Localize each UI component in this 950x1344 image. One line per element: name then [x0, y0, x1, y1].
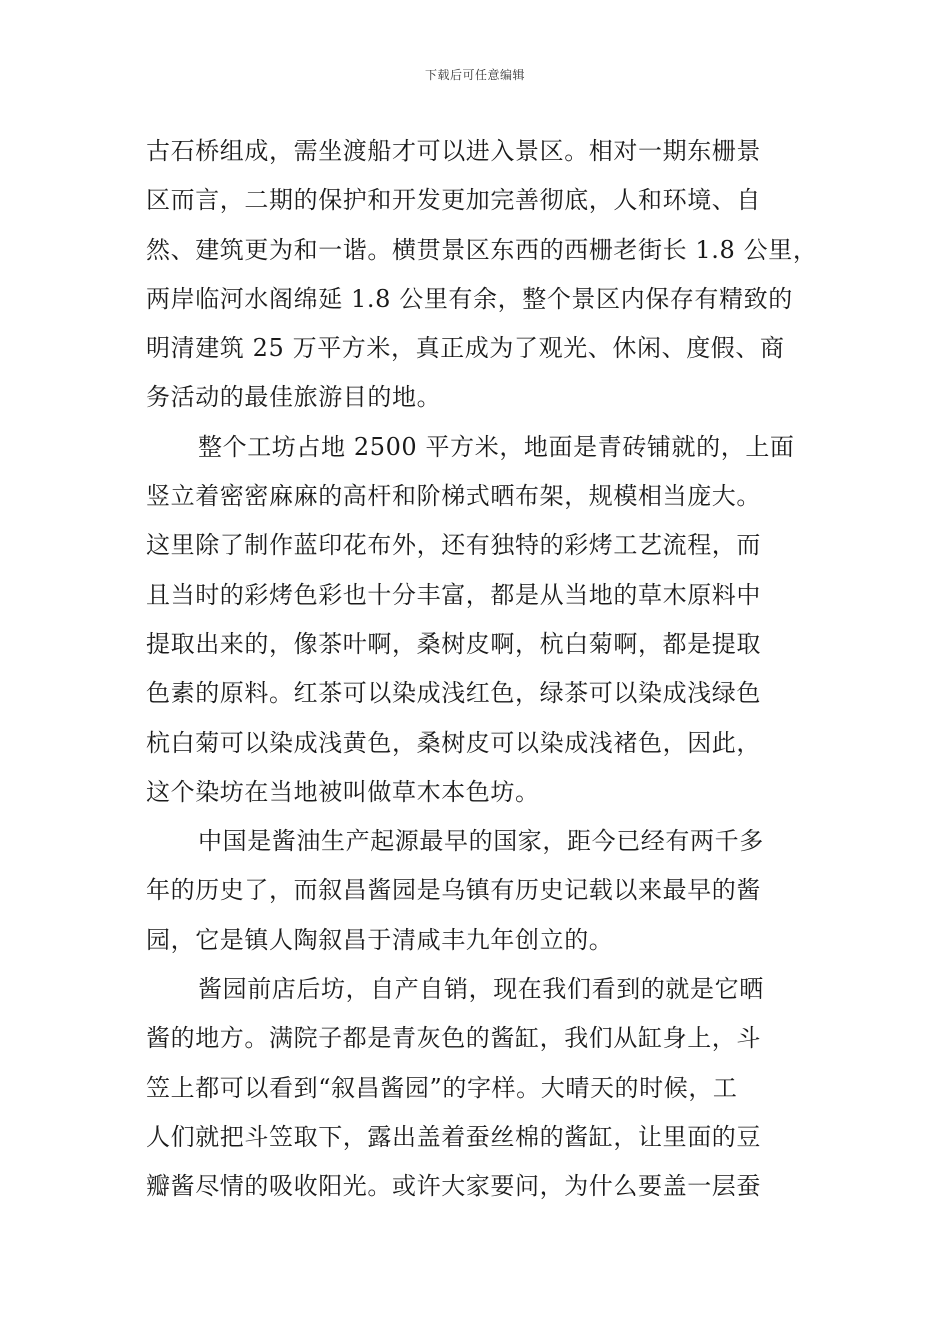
paragraph [146, 817, 826, 965]
text-line: 酱的地方。满院子都是青灰色的酱缸，我们从缸身上，斗 [146, 1024, 761, 1053]
document-body [146, 127, 826, 1212]
text-line: 酱园前店后坊，自产自销，现在我们看到的就是它晒 [198, 975, 764, 1004]
text-line: 年的历史了，而叙昌酱园是乌镇有历史记载以来最早的酱 [146, 876, 761, 905]
text-line: 明清建筑 25 万平方米，真正成为了观光、休闲、度假、商 [146, 334, 785, 363]
text-line: 务活动的最佳旅游目的地。 [146, 383, 442, 412]
text-line: 园，它是镇人陶叙昌于清咸丰九年创立的。 [146, 925, 614, 954]
page-header: 下载后可任意编辑 [424, 68, 525, 82]
text-line: 两岸临河水阁绵延 1.8 公里有余，整个景区内保存有精致的 [146, 284, 793, 313]
text-line: 提取出来的，像茶叶啊，桑树皮啊，杭白菊啊，都是提取 [146, 629, 761, 658]
text-line: 瓣酱尽情的吸收阳光。或许大家要问，为什么要盖一层蚕 [146, 1172, 761, 1201]
text-line: 古石桥组成，需坐渡船才可以进入景区。相对一期东栅景 [146, 137, 761, 165]
text-line: 整个工坊占地 2500 平方米，地面是青砖铺就的，上面 [198, 432, 795, 461]
text-line: 且当时的彩烤色彩也十分丰富，都是从当地的草木原料中 [146, 580, 761, 609]
text-line: 然、建筑更为和一谐。横贯景区东西的西栅老街长 1.8 公里， [146, 235, 818, 264]
text-line: 这里除了制作蓝印花布外，还有独特的彩烤工艺流程，而 [146, 531, 761, 560]
paragraph [146, 127, 826, 423]
text-line: 笠上都可以看到“叙昌酱园”的字样。大晴天的时候，工 [146, 1073, 738, 1102]
text-line: 杭白菊可以染成浅黄色，桑树皮可以染成浅褚色，因此， [146, 728, 761, 757]
text-line: 色素的原料。红茶可以染成浅红色，绿茶可以染成浅绿色 [146, 679, 761, 708]
text-line: 中国是酱油生产起源最早的国家，距今已经有两千多 [198, 827, 764, 856]
paragraph [146, 423, 826, 817]
text-line: 竖立着密密麻麻的高杆和阶梯式晒布架，规模相当庞大。 [146, 482, 761, 511]
text-line: 人们就把斗笠取下，露出盖着蚕丝棉的酱缸，让里面的豆 [146, 1122, 761, 1151]
paragraph [146, 965, 826, 1211]
text-line: 这个染坊在当地被叫做草木本色坊。 [146, 777, 540, 806]
text-line: 区而言，二期的保护和开发更加完善彻底，人和环境、自 [146, 186, 761, 215]
